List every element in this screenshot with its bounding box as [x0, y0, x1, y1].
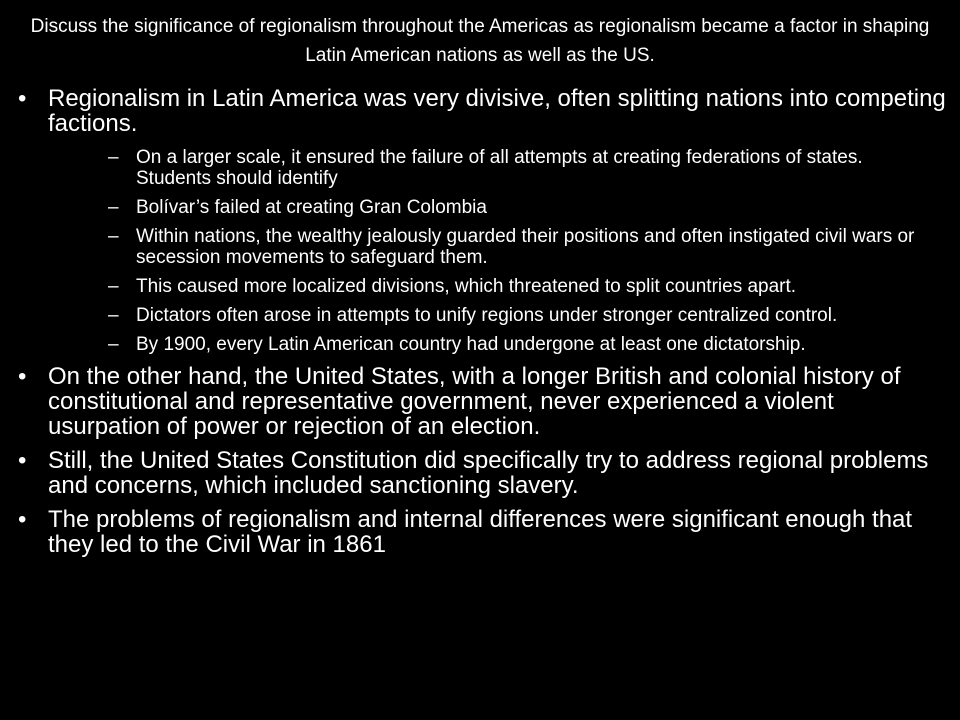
bullet-marker: • [18, 85, 27, 112]
bullet-list [0, 86, 960, 557]
sub-bullet-marker: – [108, 334, 119, 355]
bullet-text: Regionalism in Latin America was very divisive, often splitting nations into competing factions. [48, 85, 946, 137]
bullet-text: Still, the United States Constitution did specifically try to address regional problems and concerns, which included sanctioning slavery. [48, 447, 929, 499]
bullet-item [0, 507, 960, 557]
sub-bullet-text: Within nations, the wealthy jealously guarded their positions and often instigated civil wars or secession movements to safeguard them. [136, 226, 915, 268]
bullet-item [0, 86, 960, 355]
sub-bullet-marker: – [108, 197, 119, 218]
bullet-text: On the other hand, the United States, with a longer British and colonial history of constitutional and representative government, never experienced a violent usurpation of power or rejection of an election. [48, 363, 901, 440]
sub-bullet-text: Dictators often arose in attempts to unify regions under stronger centralized control. [136, 305, 838, 326]
sub-bullet-item [48, 276, 952, 297]
bullet-item [0, 364, 960, 439]
sub-bullet-marker: – [108, 226, 119, 247]
sub-bullet-item [48, 334, 952, 355]
bullet-item [0, 448, 960, 498]
slide-content [0, 86, 960, 566]
sub-bullet-list [48, 147, 952, 355]
sub-bullet-item [48, 226, 952, 268]
sub-bullet-text: This caused more localized divisions, which threatened to split countries apart. [136, 276, 797, 297]
sub-bullet-item [48, 147, 952, 189]
sub-bullet-text: On a larger scale, it ensured the failure of all attempts at creating federations of states. Students should identify [136, 147, 863, 189]
sub-bullet-marker: – [108, 276, 119, 297]
sub-bullet-marker: – [108, 305, 119, 326]
slide-title: Discuss the significance of regionalism throughout the Americas as regionalism became a factor in shaping Latin American nations as well as the US. [30, 16, 930, 66]
sub-bullet-text: By 1900, every Latin American country had undergone at least one dictatorship. [136, 334, 806, 355]
bullet-text: The problems of regionalism and internal differences were significant enough that they led to the Civil War in 1861 [48, 506, 913, 558]
sub-bullet-item [48, 197, 952, 218]
bullet-marker: • [18, 447, 27, 474]
sub-bullet-item [48, 305, 952, 326]
bullet-marker: • [18, 506, 27, 533]
sub-bullet-marker: – [108, 147, 119, 168]
sub-bullet-text: Bolívar’s failed at creating Gran Colombia [136, 197, 487, 218]
bullet-marker: • [18, 363, 27, 390]
